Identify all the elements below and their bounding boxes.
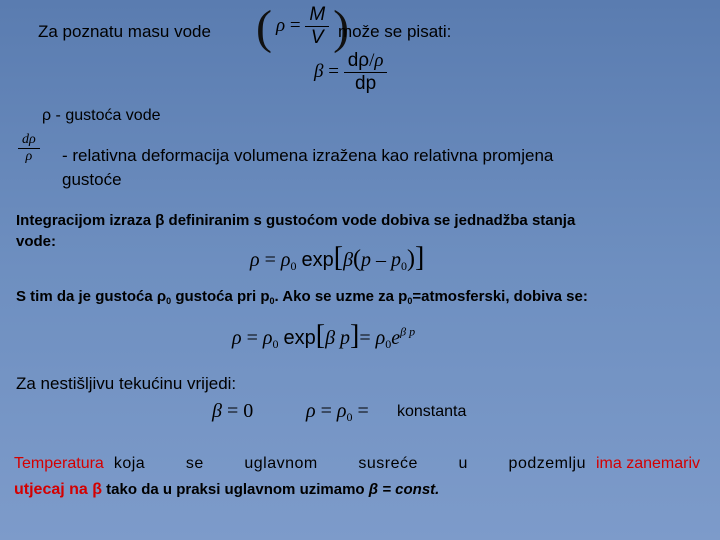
- influence-line: [14, 481, 439, 499]
- text-part: S tim da je gustoća ρ: [16, 288, 167, 305]
- integration-text: Integracijom izraza β definiranim s gustoćom vode dobiva se jednadžba stanja: [16, 212, 576, 229]
- rho-constant-equation: [306, 400, 369, 425]
- right-bracket: ]: [415, 242, 425, 273]
- relative-deformation-text-cont: gustoće: [62, 170, 122, 189]
- rho: ρ: [250, 249, 260, 271]
- volume-symbol: V: [310, 27, 324, 49]
- exponent: β p: [400, 324, 416, 339]
- mass-symbol: M: [305, 4, 329, 27]
- subscript: 0: [346, 410, 353, 425]
- equals: =: [246, 327, 258, 349]
- temperature-text: koja se uglavnom susreće u podzemlju: [113, 455, 586, 472]
- minus: –: [376, 249, 387, 271]
- dp: dp: [355, 73, 377, 94]
- left-paren: (: [353, 246, 362, 272]
- exp-function: exp: [283, 327, 316, 349]
- subscript: 0: [385, 337, 392, 352]
- right-paren: ): [333, 1, 350, 54]
- temperature-word: Temperatura: [14, 455, 104, 472]
- beta: β: [212, 400, 222, 422]
- influence-text: utjecaj na β: [14, 481, 103, 498]
- slash: /: [369, 50, 375, 71]
- subscript: 0: [290, 259, 297, 274]
- equals: =: [264, 249, 276, 271]
- can-be-written-text: može se pisati:: [338, 22, 452, 41]
- rho: ρ: [232, 327, 242, 349]
- rho: ρ: [25, 149, 33, 164]
- negligible-text: ima zanemariv: [595, 455, 700, 472]
- subscript: 0: [401, 259, 408, 274]
- atmospheric-equation: [232, 320, 415, 352]
- left-bracket: [: [333, 242, 344, 273]
- right-paren: ): [407, 246, 416, 272]
- constant-word: konstanta: [397, 403, 467, 420]
- equals-sign: =: [328, 60, 339, 82]
- beta-zero-equation: [212, 400, 253, 423]
- text-part: gustoća pri p: [171, 288, 270, 305]
- practice-text: tako da u praksi uglavnom uzimamo: [102, 481, 369, 498]
- p: p: [340, 327, 351, 349]
- rho-zero: ρ: [375, 327, 386, 349]
- zero: 0: [243, 400, 254, 422]
- beta-const-text: β = const.: [368, 481, 440, 498]
- rho: ρ: [306, 400, 316, 422]
- temperature-line: [14, 455, 700, 473]
- integration-text-cont: vode:: [16, 233, 57, 250]
- text-part: . Ako se uzme za p: [274, 288, 408, 305]
- p-zero: p: [391, 249, 402, 271]
- rho-definition: ρ - gustoća vode: [42, 107, 161, 124]
- intro-text: Za poznatu masu vode: [38, 22, 211, 41]
- e: e: [391, 327, 401, 349]
- rho-zero: ρ: [262, 327, 273, 349]
- p: p: [361, 249, 372, 271]
- state-equation: [250, 242, 424, 274]
- relative-density-fraction: [18, 132, 40, 165]
- rho-symbol: ρ: [275, 15, 286, 36]
- d-rho: dρ: [18, 132, 40, 149]
- subscript: 0: [166, 296, 172, 307]
- equals-sign: =: [289, 15, 301, 36]
- left-paren: (: [256, 1, 272, 54]
- beta: β: [343, 249, 354, 271]
- equals: =: [320, 400, 332, 422]
- rho-zero: ρ: [336, 400, 347, 422]
- beta: β: [325, 327, 336, 349]
- incompressible-text: Za nestišljivu tekućinu vrijedi:: [16, 374, 237, 393]
- left-bracket: [: [315, 320, 326, 351]
- rho: ρ: [374, 50, 384, 71]
- d-rho: dρ: [347, 50, 370, 71]
- equals: =: [226, 400, 239, 422]
- beta-symbol: β: [314, 60, 324, 82]
- subscript: 0: [407, 296, 413, 307]
- beta-equation: [314, 50, 387, 95]
- atmospheric-text: [16, 288, 588, 306]
- right-bracket: ]: [350, 320, 360, 351]
- equals: =: [357, 400, 369, 422]
- subscript: 0: [269, 296, 275, 307]
- exp-function: exp: [301, 249, 334, 271]
- rho-zero: ρ: [280, 249, 291, 271]
- subscript: 0: [272, 337, 279, 352]
- relative-deformation-text: - relativna deformacija volumena izražena kao relativna promjena: [62, 146, 554, 165]
- density-equation: [256, 1, 350, 56]
- equals: =: [359, 327, 371, 349]
- text-part: =atmosferski, dobiva se:: [412, 288, 588, 305]
